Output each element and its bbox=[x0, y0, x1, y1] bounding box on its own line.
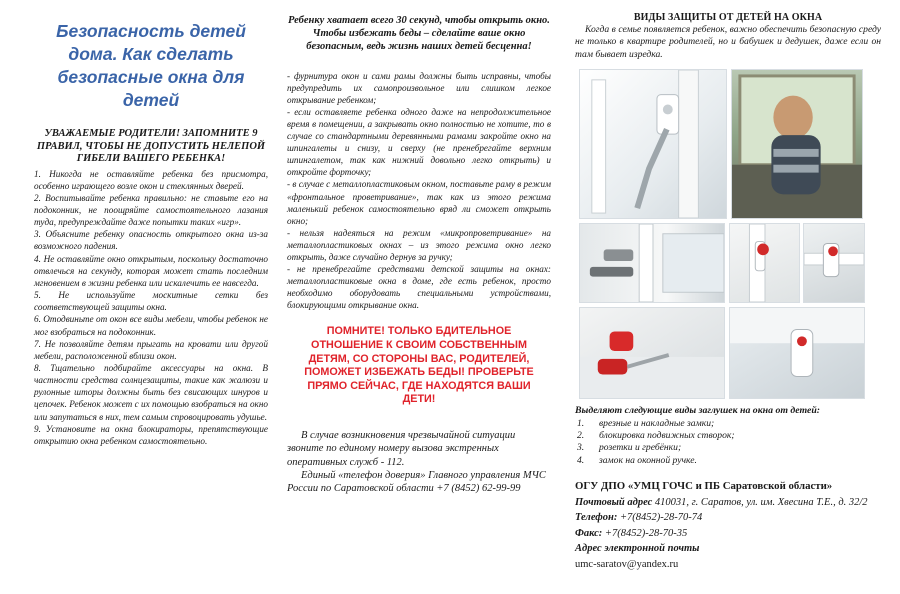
child-at-window-photo bbox=[731, 69, 863, 219]
email-label: Адрес электронной почты bbox=[575, 543, 700, 555]
corner-lock-photo bbox=[803, 223, 865, 303]
leaflet-title: Безопасность детей дома. Как сделать безопасные окна для детей bbox=[56, 21, 246, 110]
intro-text: Ребенку хватает всего 30 секунд, чтобы открыть окно. Чтобы избежать беды – сделайте ваше окно безопасным, ведь жизнь наших детей бесценна! bbox=[288, 15, 550, 53]
protection-text: Когда в семье появляется ребенок, важно обеспечить безопасную среду не только в квартире родителей, но и бабушек и дедушек, даже если он там бывает изредка. bbox=[575, 24, 881, 60]
emergency-info bbox=[287, 429, 551, 495]
tips-list bbox=[287, 70, 551, 312]
phone-line: Телефон: +7(8452)-28-70-74 bbox=[575, 512, 703, 524]
rule-item: 5. Не используйте москитные сетки без соответствующей защиты окна. bbox=[34, 290, 268, 313]
email-address: umc-saratov@yandex.ru bbox=[575, 558, 679, 570]
postal-address: Почтовый адрес 410031, г. Саратов, ул. им. Хвесина Т.Е., д. 32/2 bbox=[575, 496, 868, 508]
column-tips bbox=[287, 0, 551, 594]
types-title: Выделяют следующие виды заглушек на окна от детей: bbox=[575, 404, 821, 416]
organization-name: ОГУ ДПО «УМЦ ГОЧС и ПБ Саратовской области» bbox=[575, 480, 833, 493]
tip-item: - в случае с металлопластиковым окном, поставьте раму в режим «фронтальное проветривание», так как из этого режима маленький ребенок самостоятельно вряд ли сможет открыть окно; bbox=[287, 179, 551, 226]
types-list-item: 4. замок на оконной ручке. bbox=[577, 454, 697, 466]
rule-item: 9. Установите на окна блокираторы, препятствующие открытию окна ребенком самостоятельно. bbox=[34, 423, 268, 446]
window-lock-photo bbox=[579, 69, 727, 219]
red-button-lock-photo bbox=[729, 223, 800, 303]
photo-collage bbox=[575, 69, 881, 399]
protection-title: ВИДЫ ЗАЩИТЫ ОТ ДЕТЕЙ НА ОКНА bbox=[633, 12, 823, 23]
column-protection bbox=[575, 0, 881, 594]
warning-text: ПОМНИТЕ! ТОЛЬКО БДИТЕЛЬНОЕ ОТНОШЕНИЕ К СВОИМ СОБСТВЕННЫМ ДЕТЯМ, СО СТОРОНЫ ВАС, РОДИТЕЛЕЙ, ПОМОЖЕТ ИЗБЕЖАТЬ БЕДЫ! ПРОВЕРЬТЕ ПРЯМО СЕЙЧАС, ГДЕ НАХОДЯТСЯ ВАШИ ДЕТИ! bbox=[304, 325, 534, 406]
rule-item: 7. Не позволяйте детям прыгать на кровати или другой мебели, расположенной вблизи окон. bbox=[34, 338, 268, 361]
rule-item: 1. Никогда не оставляйте ребенка без присмотра, особенно играющего возле окон и стеклянных дверей. bbox=[34, 168, 268, 191]
rules-heading: УВАЖАЕМЫЕ РОДИТЕЛИ! ЗАПОМНИТЕ 9 ПРАВИЛ, ЧТОБЫ НЕ ДОПУСТИТЬ НЕЛЕПОЙ ГИБЕЛИ ВАШЕГО РЕБЕНКА! bbox=[36, 128, 266, 164]
tip-item: - если оставляете ребенка одного даже на непродолжительное время в помещении, а закрывать окно полностью не хотите, то в случае со стандартными деревянными рамами закройте окно на шпингалеты и снизу, и сверху (не пренебрегайте верхним шпингалетом, так как нижний довольно легко открыть) и откройте форточку; bbox=[287, 106, 551, 178]
red-key-photo bbox=[579, 307, 725, 399]
window-key-lock-photo bbox=[579, 223, 725, 303]
rule-item: 4. Не оставляйте окно открытым, поскольку достаточно отвлечься на секунду, которая может стать последним мгновением в жизни ребенка или искалечить ее навсегда. bbox=[34, 253, 268, 288]
column-rules bbox=[34, 0, 268, 594]
rule-item: 3. Объясните ребенку опасность открытого окна из-за возможного падения. bbox=[34, 229, 268, 252]
hotline-text: Единый «телефон доверия» Главного управления МЧС России по Саратовской области +7 (8452) 62-99-99 bbox=[287, 469, 546, 495]
emergency-112-text: В случае возникновения чрезвычайной ситуации звоните по единому номеру вызова экстренных оперативных служб - 112. bbox=[287, 430, 516, 468]
types-list-item: 2. блокировка подвижных створок; bbox=[577, 430, 735, 442]
types-list-item: 3. розетки и гребёнки; bbox=[577, 442, 682, 454]
types-list bbox=[575, 418, 881, 467]
organization-contacts bbox=[575, 479, 881, 572]
fax-line: Факс: +7(8452)-28-70-35 bbox=[575, 527, 688, 539]
rule-item: 2. Воспитывайте ребенка правильно: не ставьте его на подоконник, не поощряйте самостоятельного лазания туда, предупреждайте даже попытки таких «игр». bbox=[34, 192, 268, 228]
tip-item: - фурнитура окон и сами рамы должны быть исправны, чтобы предупредить их самопроизвольное или слишком легкое открывание ребенком; bbox=[287, 70, 551, 105]
handle-lock-photo bbox=[729, 307, 865, 399]
tip-item: - не пренебрегайте средствами детской защиты на окнах: металлопластиковые окна в доме, где есть ребенок, просто необходимо оборудовать специальными устройствами, блокирующими открывание окна. bbox=[287, 264, 551, 311]
tip-item: - нельзя надеяться на режим «микропроветривание» на металлопластиковых окнах – из этого режима окно легко открыть, даже случайно дернув за ручку; bbox=[287, 227, 551, 263]
rule-item: 8. Тщательно подбирайте аксессуары на окна. В частности средства солнцезащиты, такие как жалюзи и рулонные шторы должны быть без свисающих шнуров и цепочек. Ребенок может с их помощью взобраться на окно или запутаться в них, тем самым спровоцировать удушье. bbox=[34, 363, 268, 422]
types-list-item: 1. врезные и накладные замки; bbox=[577, 417, 715, 429]
rules-list bbox=[34, 168, 268, 448]
rule-item: 6. Отодвиньте от окон все виды мебели, чтобы ребенок не мог взобраться на подоконник. bbox=[34, 314, 268, 337]
